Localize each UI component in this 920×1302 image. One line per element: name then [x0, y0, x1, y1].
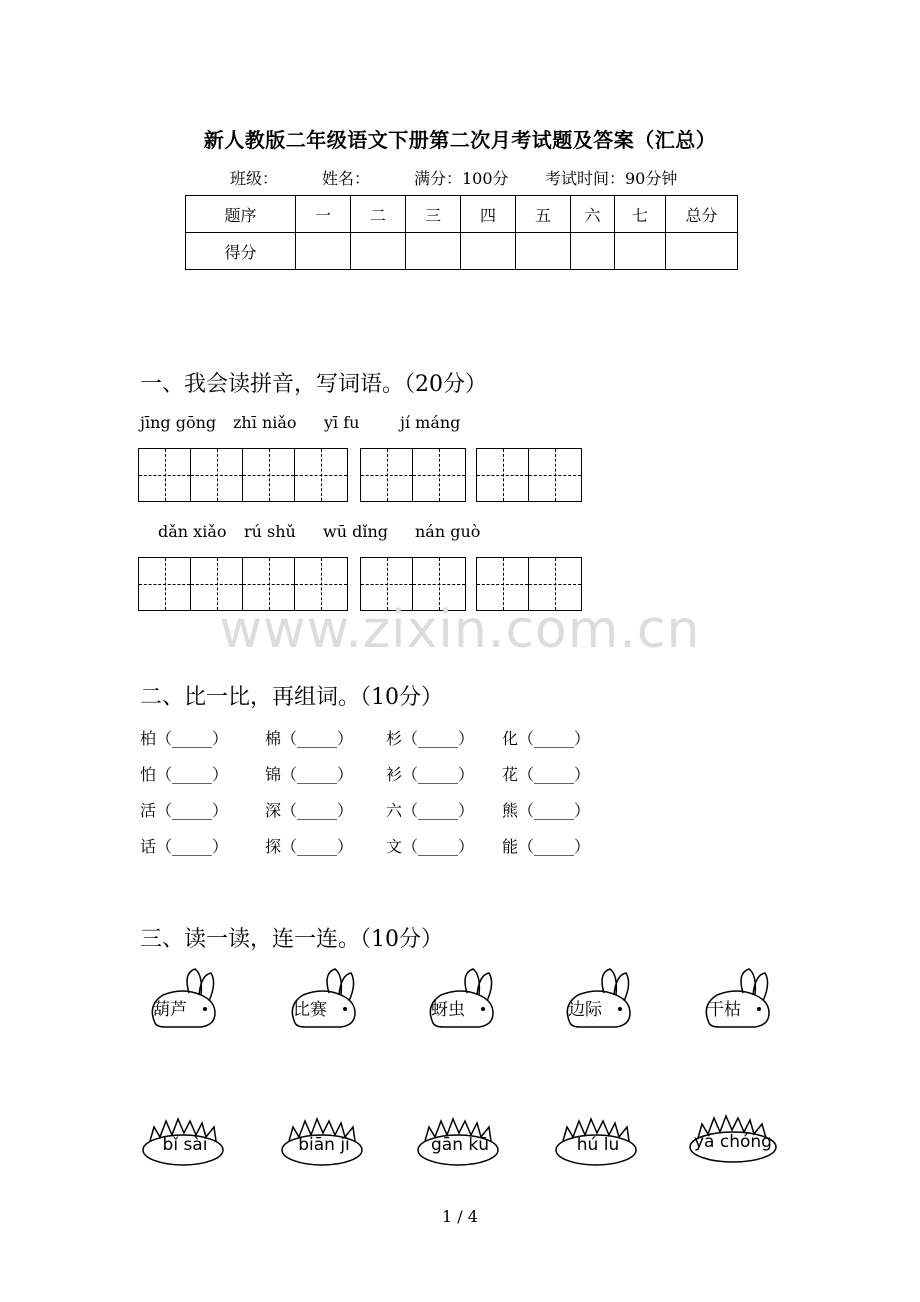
word-blank[interactable]: 能（_____）: [502, 837, 591, 856]
score-cell[interactable]: [666, 233, 738, 270]
pinyin-label: dǎn xiǎo: [158, 522, 227, 541]
word-blank[interactable]: 熊（_____）: [502, 801, 591, 820]
watermark: www.zixin.com.cn: [219, 600, 701, 660]
score-header-cell: 三: [406, 196, 461, 233]
score-cell[interactable]: [351, 233, 406, 270]
score-cell[interactable]: [516, 233, 571, 270]
word-blank[interactable]: 杉（_____）: [386, 729, 475, 748]
word-blank[interactable]: 深（_____）: [265, 801, 354, 820]
word-blank[interactable]: 文（_____）: [386, 837, 475, 856]
bush-card[interactable]: [140, 1115, 230, 1170]
score-cell[interactable]: [461, 233, 516, 270]
writing-grid[interactable]: [138, 448, 348, 502]
pinyin-label: rú shǔ: [244, 522, 296, 541]
word-blank[interactable]: 怕（_____）: [140, 765, 229, 784]
writing-grid[interactable]: [360, 448, 466, 502]
rabbit-card[interactable]: [421, 965, 501, 1035]
score-header-cell: 七: [615, 196, 666, 233]
rabbit-card[interactable]: [697, 965, 777, 1035]
bush-card[interactable]: [279, 1115, 369, 1170]
section3-title: 三、读一读，连一连。（10分）: [140, 927, 443, 952]
full-score: 满分：100分: [414, 169, 509, 188]
score-header-cell: 六: [571, 196, 615, 233]
score-header-cell: 二: [351, 196, 406, 233]
word-blank[interactable]: 衫（_____）: [386, 765, 475, 784]
word-blank[interactable]: 化（_____）: [502, 729, 591, 748]
score-row-label: 得分: [186, 233, 296, 270]
score-header-cell: 一: [296, 196, 351, 233]
rabbit-word: 干枯: [707, 1000, 741, 1020]
pinyin-label: wū dǐng: [323, 522, 388, 541]
word-blank[interactable]: 探（_____）: [265, 837, 354, 856]
word-blank[interactable]: 六（_____）: [386, 801, 475, 820]
bush-card[interactable]: [688, 1112, 778, 1167]
rabbit-word: 蚜虫: [431, 1000, 465, 1020]
bush-pinyin: gān kū: [430, 1135, 489, 1155]
word-blank[interactable]: 锦（_____）: [265, 765, 354, 784]
bush-pinyin: yá chóng: [694, 1132, 772, 1152]
score-table-header-row: [186, 196, 738, 233]
word-blank[interactable]: 柏（_____）: [140, 729, 229, 748]
name-label: 姓名：: [322, 169, 371, 188]
rabbit-card[interactable]: [283, 965, 363, 1035]
rabbit-card[interactable]: [558, 965, 638, 1035]
score-header-cell: 题序: [186, 196, 296, 233]
bush-pinyin: biān jì: [298, 1135, 350, 1155]
score-cell[interactable]: [615, 233, 666, 270]
score-table-score-row: [186, 233, 738, 270]
score-header-cell: 五: [516, 196, 571, 233]
bush-card[interactable]: [415, 1115, 505, 1170]
section1-title: 一、我会读拼音，写词语。（20分）: [140, 372, 487, 397]
score-cell[interactable]: [571, 233, 615, 270]
bush-card[interactable]: [553, 1115, 643, 1170]
section2-title: 二、比一比，再组词。（10分）: [140, 685, 443, 710]
rabbit-card[interactable]: [143, 965, 223, 1035]
score-table: [185, 195, 738, 270]
bush-pinyin: hú lu: [576, 1135, 620, 1155]
score-header-cell: 四: [461, 196, 516, 233]
score-header-cell: 总分: [666, 196, 738, 233]
page-title: 新人教版二年级语文下册第二次月考试题及答案（汇总）: [203, 128, 717, 152]
score-cell[interactable]: [406, 233, 461, 270]
rabbit-word: 边际: [568, 1000, 602, 1020]
score-cell[interactable]: [296, 233, 351, 270]
rabbit-word: 比赛: [293, 1000, 327, 1020]
pinyin-label: jí máng: [400, 413, 461, 432]
word-blank[interactable]: 棉（_____）: [265, 729, 354, 748]
pinyin-label: nán guò: [415, 522, 481, 541]
pinyin-label: yī fu: [324, 413, 360, 432]
word-blank[interactable]: 花（_____）: [502, 765, 591, 784]
class-label: 班级：: [230, 169, 279, 188]
pinyin-label: jīng gōng: [140, 413, 217, 432]
pinyin-label: zhī niǎo: [233, 413, 297, 432]
writing-grid[interactable]: [476, 448, 582, 502]
rabbit-word: 葫芦: [153, 1000, 187, 1020]
bush-pinyin: bǐ sài: [162, 1135, 208, 1155]
exam-time: 考试时间：90分钟: [545, 169, 678, 188]
word-blank[interactable]: 话（_____）: [140, 837, 229, 856]
page-number: 1 / 4: [442, 1207, 478, 1226]
word-blank[interactable]: 活（_____）: [140, 801, 229, 820]
